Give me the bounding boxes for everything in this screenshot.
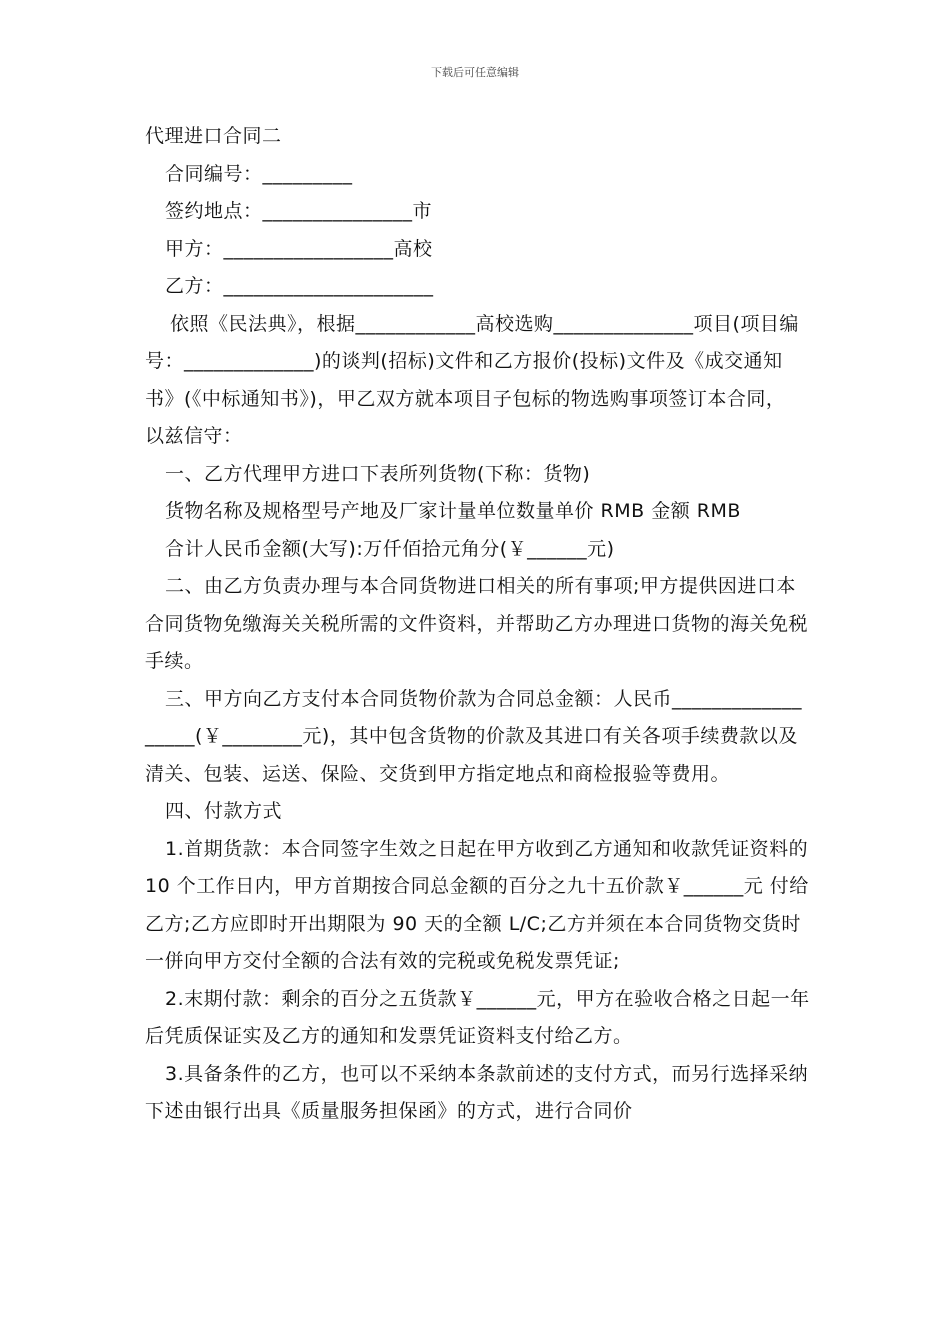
page-header: 下载后可任意编辑 [431, 66, 519, 79]
section-4-item-3: 3.具备条件的乙方，也可以不采纳本条款前述的支付方式，而另行选择采纳下述由银行出具《质量服务担保函》的方式，进行合同价 [145, 1062, 809, 1122]
party-b-line: 乙方：_____________________ [165, 275, 434, 297]
document-body [145, 118, 810, 1131]
section-1-title: 一、乙方代理甲方进口下表所列货物(下称：货物) [165, 462, 591, 485]
section-1-total: 合计人民币金额(大写):万仟佰拾元角分(￥______元) [165, 537, 615, 560]
section-4-item-2: 2.末期付款：剩余的百分之五货款￥______元，甲方在验收合格之日起一年后凭质保证实及乙方的通知和发票凭证资料支付给乙方。 [145, 987, 810, 1047]
section-3-paragraph: 三、甲方向乙方支付本合同货物价款为合同总金额：人民币__________________(￥________元)，其中包含货物的价款及其进口有关各项手续费款以及清关、包装、运送、保险、交货到甲方指定地点和商检报验等费用。 [145, 687, 803, 785]
contract-number-line: 合同编号：_________ [165, 162, 353, 185]
section-1-table-header: 货物名称及规格型号产地及厂家计量单位数量单价 RMB 金额 RMB [165, 500, 741, 522]
section-4-item-1: 1.首期货款：本合同签字生效之日起在甲方收到乙方通知和收款凭证资料的 10 个工作日内，甲方首期按合同总金额的百分之九十五价款￥______元 付给乙方;乙方应即时开出期限为 90 天的全额 L/C;乙方并须在本合同货物交货时一併向甲方交付全额的合法有效的完税或免税发票凭证; [145, 837, 809, 972]
party-a-line: 甲方：_________________高校 [165, 237, 433, 260]
doc-title: 代理进口合同二 [145, 125, 282, 147]
section-4-title: 四、付款方式 [165, 800, 283, 822]
intro-paragraph: 依照《民法典》，根据____________高校选购______________项目(项目编号：_____________)的谈判(招标)文件和乙方报价(投标)文件及《成交通知书》(《中标通知书》)，甲乙双方就本项目子包标的物选购事项签订本合同， 以兹信守： [145, 312, 799, 447]
section-2-paragraph: 二、由乙方负责办理与本合同货物进口相关的所有事项;甲方提供因进口本合同货物免缴海关关税所需的文件资料，并帮助乙方办理进口货物的海关免税手续。 [145, 575, 809, 672]
sign-place-line: 签约地点：_______________市 [165, 200, 433, 222]
